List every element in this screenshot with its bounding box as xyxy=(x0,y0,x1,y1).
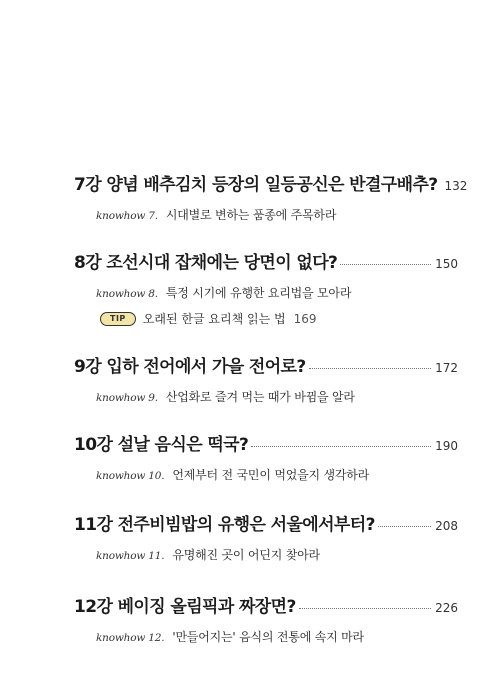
chapter-title: 12강 베이징 올림픽과 짜장면? xyxy=(74,597,296,617)
chapter-title: 7강 양념 배추김치 등장의 일등공신은 반결구배추? xyxy=(74,175,438,195)
toc-entry-12 xyxy=(74,592,458,645)
knowhow-label: knowhow 7. xyxy=(96,210,158,222)
chapter-title: 9강 입하 전어에서 가을 전어로? xyxy=(74,357,306,377)
dot-leader xyxy=(340,264,431,265)
dot-leader xyxy=(299,608,431,609)
chapter-heading xyxy=(74,510,458,535)
knowhow-line xyxy=(96,206,458,223)
page-number: 190 xyxy=(435,439,458,453)
toc-entry-10 xyxy=(74,430,458,483)
tip-badge: TIP xyxy=(100,312,136,326)
chapter-title: 10강 설날 음식은 떡국? xyxy=(74,435,249,455)
chapter-title: 11강 전주비빔밥의 유행은 서울에서부터? xyxy=(74,515,375,535)
knowhow-text: 산업화로 즐겨 먹는 때가 바뀜을 알라 xyxy=(165,390,355,404)
dot-leader xyxy=(309,368,431,369)
chapter-heading xyxy=(74,352,458,377)
chapter-heading xyxy=(74,248,458,273)
page-number: 226 xyxy=(435,601,458,615)
knowhow-label: knowhow 9. xyxy=(96,392,158,404)
page-number: 172 xyxy=(435,361,458,375)
toc-entry-11 xyxy=(74,510,458,563)
page-number: 208 xyxy=(435,519,458,533)
knowhow-label: knowhow 10. xyxy=(96,470,165,482)
chapter-heading xyxy=(74,430,458,455)
knowhow-label: knowhow 11. xyxy=(96,550,165,562)
tip-page-number: 169 xyxy=(293,311,317,326)
chapter-heading xyxy=(74,592,458,617)
knowhow-label: knowhow 8. xyxy=(96,288,158,300)
tip-text: 오래된 한글 요리책 읽는 법 xyxy=(142,312,286,326)
knowhow-line xyxy=(96,546,458,563)
knowhow-line xyxy=(96,284,458,301)
page-number: 150 xyxy=(435,257,458,271)
chapter-title: 8강 조선시대 잡채에는 당면이 없다? xyxy=(74,253,338,273)
knowhow-text: 특정 시기에 유행한 요리법을 모아라 xyxy=(165,286,352,300)
toc-entry-7 xyxy=(74,170,468,223)
toc-entry-9 xyxy=(74,352,458,405)
knowhow-text: 시대별로 변하는 품종에 주목하라 xyxy=(165,208,337,222)
knowhow-label: knowhow 12. xyxy=(96,632,165,644)
knowhow-line xyxy=(96,466,458,483)
knowhow-text: '만들어지는' 음식의 전통에 속지 마라 xyxy=(172,630,364,644)
knowhow-text: 유명해진 곳이 어딘지 찾아라 xyxy=(172,548,320,562)
dot-leader xyxy=(378,526,431,527)
knowhow-text: 언제부터 전 국민이 먹었을지 생각하라 xyxy=(172,468,370,482)
dot-leader xyxy=(251,446,431,447)
knowhow-line xyxy=(96,388,458,405)
knowhow-line xyxy=(96,628,458,645)
tip-line xyxy=(100,310,458,327)
page-number: 132 xyxy=(444,179,468,193)
toc-entry-8 xyxy=(74,248,458,327)
chapter-heading xyxy=(74,170,468,195)
